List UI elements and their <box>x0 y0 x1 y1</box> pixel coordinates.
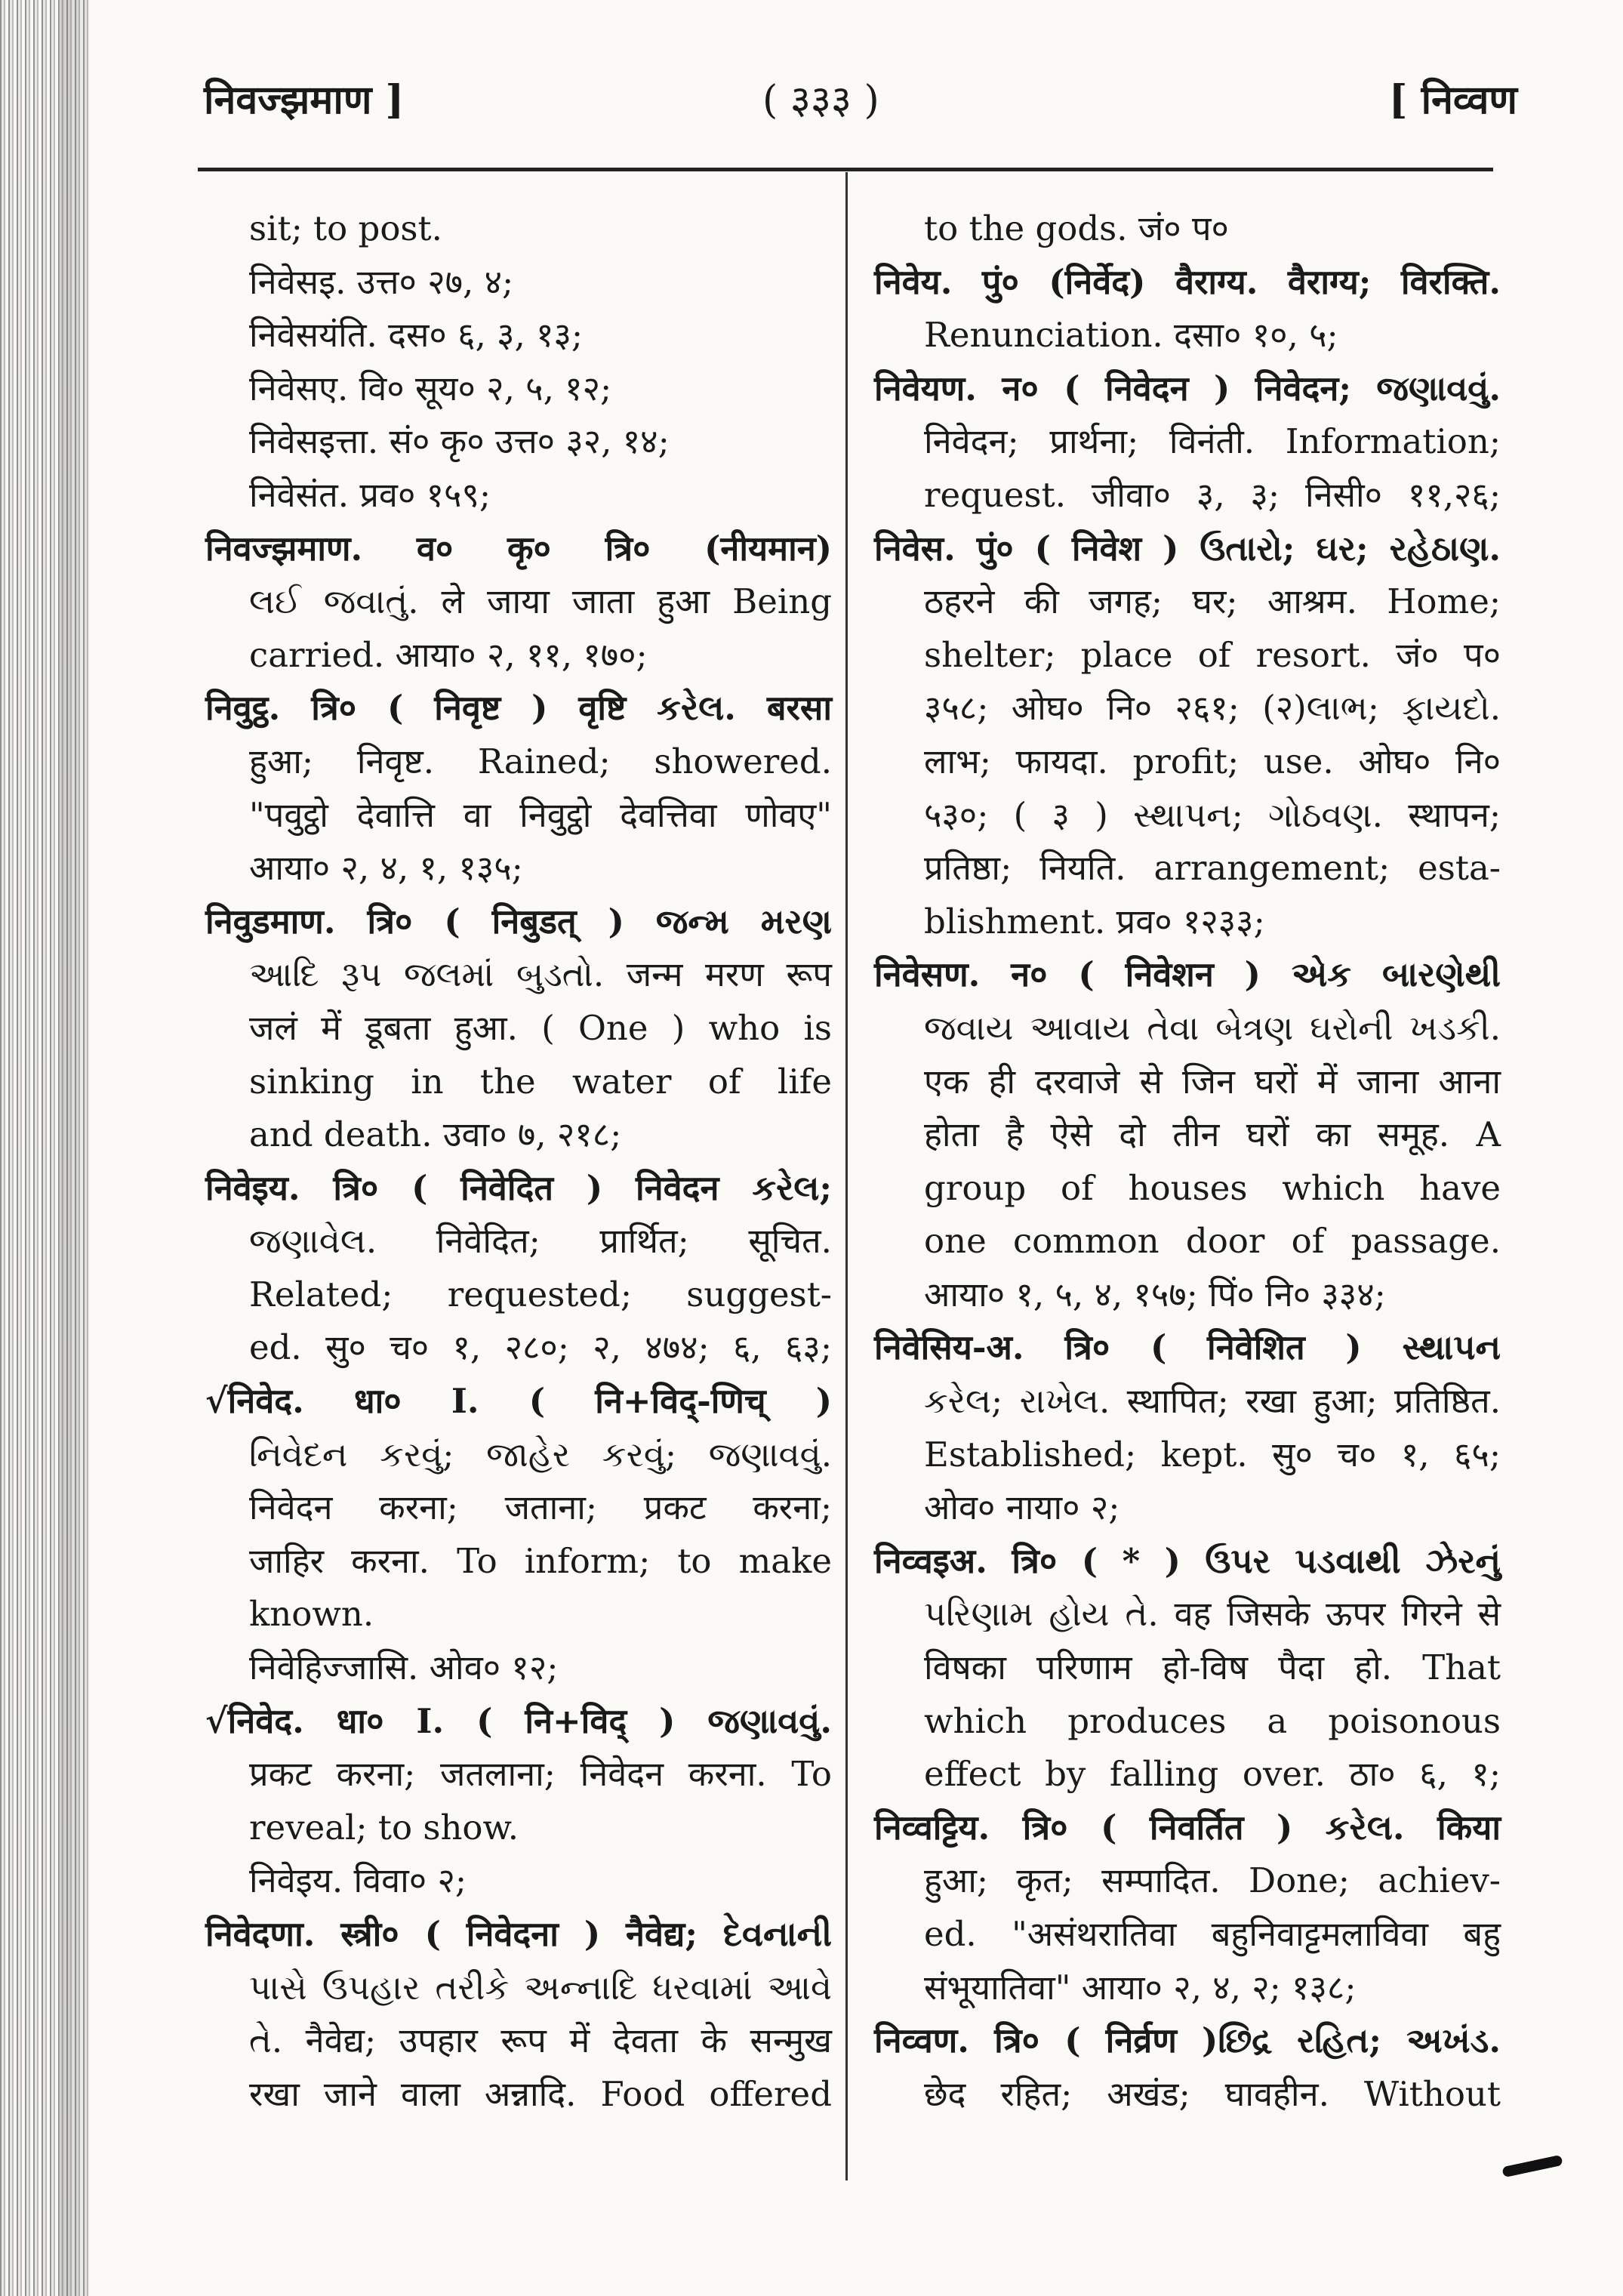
entry-text-line: shelter; place of resort. जं० प० <box>924 634 1501 675</box>
entry-text-line: छेद रहित; अखंड; घावहीन. Without <box>924 2073 1501 2114</box>
entry-text-line: one common door of passage. <box>924 1221 1501 1262</box>
entry-headword-line: निव्वइअ. त्रि० ( * ) ઉપર પડવાથી ઝેરનું <box>874 1540 1501 1581</box>
right-column <box>874 202 1501 2121</box>
entry-text-line: reveal; to show. <box>249 1807 519 1848</box>
entry-text-line: ३५८; ओघ० नि० २६१; (२)લાભ; ફાયદો. <box>924 688 1501 729</box>
entry-text-line: sinking in the water of life <box>249 1061 832 1102</box>
entry-text-line: carried. आया० २, ११, १७०; <box>249 634 648 675</box>
entry-text-line: जलं में डूबता हुआ. ( One ) who is <box>249 1007 832 1048</box>
entry-text-line: આદિ રૂપ જલમાં બુડતો. जन्म मरण रूप <box>249 954 832 995</box>
entry-text-line: known. <box>249 1594 374 1635</box>
entry-text-line: to the gods. जं० प० <box>924 208 1229 248</box>
entry-headword-line: निवेस. पुं० ( निवेश ) ઉતારો; ઘર; રહેઠાણ. <box>874 528 1501 569</box>
entry-text-line: which produces a poisonous <box>924 1700 1501 1741</box>
entry-text-line: પાસે ઉપહાર તરીકે અન્નાદિ ધરવામાં આવે <box>249 1967 832 2008</box>
entry-headword-line: निवुडमाण. त्रि० ( निबुडत् ) જન્મ મરણ <box>205 901 832 942</box>
header-right-guide-word: [ निव्वण <box>1388 77 1517 123</box>
entry-text-line: effect by falling over. ठा० ६, १; <box>924 1754 1501 1795</box>
entry-text-line: લઈ જવાતું. ले जाया जाता हुआ Being <box>249 581 832 622</box>
entry-text-line: निवेसयंति. दस० ६, ३, १३; <box>249 315 584 356</box>
header-left-guide-word: निवज्झमाण ] <box>204 77 405 123</box>
column-divider <box>845 172 848 2180</box>
entry-text-line: જણાવેલ. निवेदित; प्रार्थित; सूचित. <box>249 1221 832 1262</box>
entry-text-line: જવાય આવાય તેવા બેત્રણ ઘરોની ખડકી. <box>924 1007 1501 1048</box>
entry-headword-line: निव्वण. त्रि० ( निर्व्रण )છિદ્ર રહિત; અખંડ. <box>874 2020 1501 2061</box>
entry-text-line: નિવેદન કરવું; જાહેર કરવું; જણાવવું. <box>249 1434 832 1475</box>
entry-text-line: एक ही दरवाजे से जिन घरों में जाना आना <box>924 1061 1501 1102</box>
entry-text-line: Renunciation. दसा० १०, ५; <box>924 315 1338 356</box>
entry-headword-line: निवेयण. न० ( निवेदन ) निवेदन; જણાવવું. <box>874 368 1501 408</box>
entry-headword-line: √निवेद. धा० I. ( नि+विद्-णिच् ) <box>205 1381 832 1422</box>
entry-text-line: "पवुट्ठो देवात्ति वा निवुट्ठो देवत्तिवा णोवए" <box>249 794 832 835</box>
entry-text-line: કરેલ; રાખેલ. स्थापित; रखा हुआ; प्रतिष्ठित. <box>924 1381 1501 1422</box>
entry-text-line: निवेसए. वि० सूय० २, ५, १२; <box>249 368 612 408</box>
entry-text-line: निवेसइ. उत्त० २७, ४; <box>249 261 514 302</box>
entry-text-line: विषका परिणाम हो-विष पैदा हो. That <box>924 1647 1501 1688</box>
entry-headword-line: निवुट्ठ. त्रि० ( निवृष्ट ) वृष्टि કરેલ. बरसा <box>205 688 832 729</box>
entry-text-line: ed. "असंथरातिवा बहुनिवाट्टमलाविवा बहु <box>924 1914 1501 1954</box>
entry-text-line: તે. नैवेद्य; उपहार रूप में देवता के सन्मुख <box>249 2020 832 2061</box>
entry-text-line: निवेदन; प्रार्थना; विनंती. Information; <box>924 421 1501 462</box>
entry-text-line: group of houses which have <box>924 1167 1501 1208</box>
entry-text-line: निवेसंत. प्रव० १५९; <box>249 474 491 515</box>
page-number: ( ३३३ ) <box>762 78 879 123</box>
entry-text-line: ओव० नाया० २; <box>924 1487 1120 1528</box>
entry-text-line: आया० १, ५, ४, १५७; पिं० नि० ३३४; <box>924 1274 1386 1314</box>
entry-text-line: प्रतिष्ठा; नियति. arrangement; esta- <box>924 848 1501 889</box>
entry-text-line: ५३०; ( ३ ) સ્થાપન; ગોઠવણ. स्थापन; <box>924 794 1501 835</box>
entry-headword-line: √निवेद. धा० I. ( नि+विद् ) જણાવવું. <box>205 1700 832 1741</box>
entry-headword-line: निवेय. पुं० (निर्वेद) वैराग्य. वैराग्य; विरक्ति. <box>874 261 1501 302</box>
entry-headword-line: निव्वट्टिय. त्रि० ( निवर्तित ) કરેલ. किया <box>874 1807 1501 1848</box>
book-binding-edge <box>0 0 91 2296</box>
entry-text-line: निवेइय. विवा० २; <box>249 1860 467 1901</box>
entry-text-line: संभूयातिवा" आया० २, ४, २; १३८; <box>924 1967 1357 2008</box>
entry-text-line: रखा जाने वाला अन्नादि. Food offered <box>249 2073 832 2114</box>
entry-headword-line: निवेइय. त्रि० ( निवेदित ) निवेदन કરેલ; <box>205 1167 832 1208</box>
entry-text-line: and death. उवा० ७, २१८; <box>249 1114 622 1155</box>
entry-text-line: Established; kept. सु० च० १, ६५; <box>924 1434 1501 1475</box>
entry-headword-line: निवेसण. न० ( निवेशन ) એક બારણેથી <box>874 954 1501 995</box>
page-header <box>204 72 1517 132</box>
entry-text-line: પરિણામ હોય તે. वह जिसके ऊपर गिरने से <box>924 1594 1501 1635</box>
ink-dash-mark <box>1501 2155 1563 2177</box>
entry-text-line: लाभ; फायदा. profit; use. ओघ० नि० <box>924 741 1501 781</box>
entry-headword-line: निवेसिय-अ. त्रि० ( निवेशित ) સ્થાપન <box>874 1327 1501 1368</box>
entry-text-line: ed. सु० च० १, २८०; २, ४७४; ६, ६३; <box>249 1327 832 1368</box>
entry-text-line: प्रकट करना; जतलाना; निवेदन करना. To <box>249 1754 832 1795</box>
entry-text-line: निवेसइत्ता. सं० कृ० उत्त० ३२, १४; <box>249 421 670 462</box>
entry-text-line: blishment. प्रव० १२३३; <box>924 901 1265 942</box>
entry-text-line: sit; to post. <box>249 208 442 248</box>
entry-text-line: होता है ऐसे दो तीन घरों का समूह. A <box>924 1114 1501 1155</box>
entry-text-line: आया० २, ४, १, १३५; <box>249 848 523 889</box>
entry-text-line: Related; requested; suggest- <box>249 1274 832 1314</box>
entry-text-line: ठहरने की जगह; घर; आश्रम. Home; <box>924 581 1501 622</box>
entry-text-line: निवेहिज्जासि. ओव० १२; <box>249 1647 559 1688</box>
header-rule <box>198 168 1493 171</box>
entry-text-line: हुआ; कृत; सम्पादित. Done; achiev- <box>924 1860 1501 1901</box>
entry-headword-line: निवेदणा. स्त्री० ( निवेदना ) नैवेद्य; દેવનાની <box>205 1914 832 1954</box>
entry-text-line: जाहिर करना. To inform; to make <box>249 1540 832 1581</box>
entry-text-line: request. जीवा० ३, ३; निसी० ११,२६; <box>924 474 1501 515</box>
entry-headword-line: निवज्झमाण. व० कृ० त्रि० (नीयमान) <box>205 528 832 569</box>
entry-text-line: हुआ; निवृष्ट. Rained; showered. <box>249 741 832 781</box>
entry-text-line: निवेदन करना; जताना; प्रकट करना; <box>249 1487 832 1528</box>
left-column <box>205 202 832 2121</box>
